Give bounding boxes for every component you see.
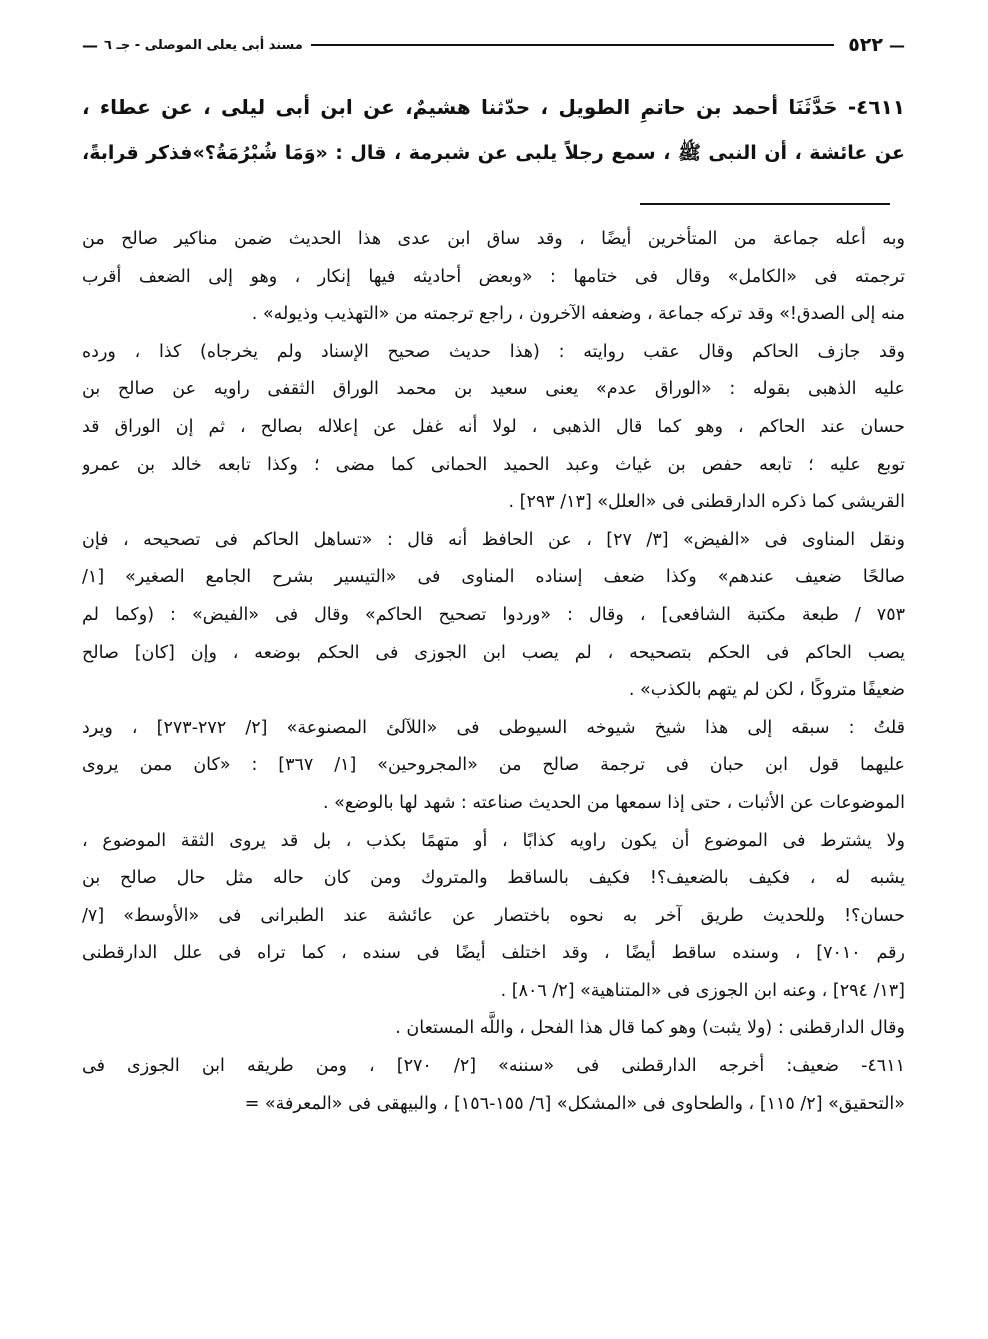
footnote-paragraph bbox=[82, 823, 905, 1011]
footnote-line: ٤٦١١- ضعيف: أخرجه الدارقطنى فى «سننه» [٢/ ٢٧٠] ، ومن طريقه ابن الجوزى فى bbox=[82, 1056, 905, 1077]
footnote-line: القريشى كما ذكره الدارقطنى فى «العلل» [١٣/ ٢٩٣] . bbox=[508, 492, 905, 513]
footnote-line: حسان عند الحاكم ، وهو كما قال الذهبى ، لولا أنه غفل عن إعلاله بصالح ، ثم إن الوراق قد bbox=[82, 416, 905, 437]
footnotes bbox=[82, 221, 905, 1123]
footnote-line: الموضوعات عن الأثبات ، حتى إذا سمعها من الحديث صناعته : شهد لها بالوضع» . bbox=[323, 792, 905, 813]
footnote-line: عليه الذهبى بقوله : «الوراق عدم» يعنى سعيد بن محمد الوراق الثقفى راويه عن صالح بن bbox=[82, 379, 905, 400]
footnote-line: توبع عليه ؛ تابعه حفص بن غياث وعبد الحميد الحمانى كما مضى ؛ وكذا تابعه خالد بن عمرو bbox=[82, 454, 905, 475]
footnote-paragraph bbox=[82, 221, 905, 334]
footnote-line: ولا يشترط فى الموضوع أن يكون راويه كذابًا ، أو متهمًا بكذب ، بل قد يروى الثقة الموضوع ، bbox=[82, 830, 905, 851]
footnote-line: ضعيفًا متروكًا ، لكن لم يتهم بالكذب» . bbox=[628, 680, 905, 701]
footnote-paragraph bbox=[82, 334, 905, 522]
footnote-paragraph bbox=[82, 710, 905, 823]
footnote-line: «التحقيق» [٢/ ١١٥] ، والطحاوى فى «المشكل» [٦/ ١٥٥-١٥٦] ، والبيهقى فى «المعرفة» = bbox=[244, 1093, 905, 1114]
footnote-paragraph bbox=[82, 522, 905, 710]
footnote-line: ترجمته فى «الكامل» وقال فى ختامها : «وبعض أحاديثه فيها إنكار ، وهو إلى الضعف أقرب bbox=[82, 266, 905, 287]
book-title: مسند أبى يعلى الموصلى - جـ ٦ bbox=[104, 37, 303, 53]
footnote-line: صالحًا ضعيف عندهم» وكذا ضعف إسناده المناوى فى «التيسير بشرح الجامع الصغير» [١/ bbox=[82, 567, 905, 588]
running-header bbox=[82, 30, 905, 60]
footnote-line: رقم ٧٠١٠] ، وسنده ساقط أيضًا ، وقد اختلف أيضًا فى سنده ، كما تراه فى علل الدارقطنى bbox=[82, 943, 905, 964]
header-dash: — bbox=[889, 35, 905, 55]
footnote-line: منه إلى الصدق!» وقد تركه جماعة ، وضعفه الآخرون ، راجع ترجمته من «التهذيب وذيوله» . bbox=[251, 304, 905, 325]
footnote-line: ونقل المناوى فى «الفيض» [٣/ ٢٧] ، عن الحافظ أنه قال : «تساهل الحاكم فى تصحيحه ، فإن bbox=[82, 529, 905, 550]
footnote-separator bbox=[640, 203, 890, 205]
footnote-line: [١٣/ ٢٩٤] ، وعنه ابن الجوزى فى «المتناهية» [٢/ ٨٠٦] . bbox=[500, 980, 905, 1001]
footnote-line: يشبه له ، فكيف بالضعيف؟! فكيف بالساقط والمتروك ومن كان حاله مثل حال صالح بن bbox=[82, 868, 905, 889]
header-dash: — bbox=[82, 35, 98, 55]
footnote-paragraph bbox=[82, 1010, 905, 1048]
footnote-line: ٧٥٣ / طبعة مكتبة الشافعى] ، وقال : «وردوا تصحيح الحاكم» وقال فى «الفيض» : (وكما لم bbox=[82, 604, 905, 625]
footnote-line: عليهما قول ابن حبان فى ترجمة صالح من «المجروحين» [١/ ٣٦٧] : «كان ممن يروى bbox=[82, 755, 905, 776]
footnote-line: يصب الحاكم فى الحكم بتصحيحه ، لم يصب ابن الجوزى فى الحكم بوضعه ، وإن [كان] صالح bbox=[82, 642, 905, 663]
header-rule bbox=[311, 44, 834, 46]
page-number: ٥٢٢ bbox=[848, 34, 883, 56]
footnote-paragraph bbox=[82, 1048, 905, 1123]
hadith-line: ٤٦١١- حَدَّثَنَا أحمد بن حاتمِ الطويل ، حدّثنا هشيمٌ، عن ابن أبى ليلى ، عن عطاء ، bbox=[82, 95, 905, 119]
hadith-line: عن عائشة ، أن النبى ﷺ ، سمع رجلاً يلبى عن شبرمة ، قال : «وَمَا شُبْرُمَةُ؟»فذكر قرابةً، bbox=[82, 142, 905, 164]
footnote-line: وقال الدارقطنى : (ولا يثبت) وهو كما قال هذا الفحل ، واللَّه المستعان . bbox=[395, 1018, 905, 1039]
footnote-line: وبه أعله جماعة من المتأخرين أيضًا ، وقد ساق ابن عدى هذا الحديث ضمن مناكير صالح من bbox=[82, 229, 905, 249]
footnote-line: قلتُ : سبقه إلى هذا شيخ شيوخه السيوطى فى «اللآلئ المصنوعة» [٢/ ٢٧٢-٢٧٣] ، ويرد bbox=[82, 717, 905, 738]
footnote-line: وقد جازف الحاكم وقال عقب روايته : (هذا حديث صحيح الإسناد ولم يخرجاه) كذا ، ورده bbox=[82, 341, 905, 362]
footnote-line: حسان؟! وللحديث طريق آخر به نحوه باختصار عن عائشة عند الطبرانى فى «الأوسط» [٧/ bbox=[82, 905, 905, 926]
hadith-text bbox=[82, 84, 905, 176]
